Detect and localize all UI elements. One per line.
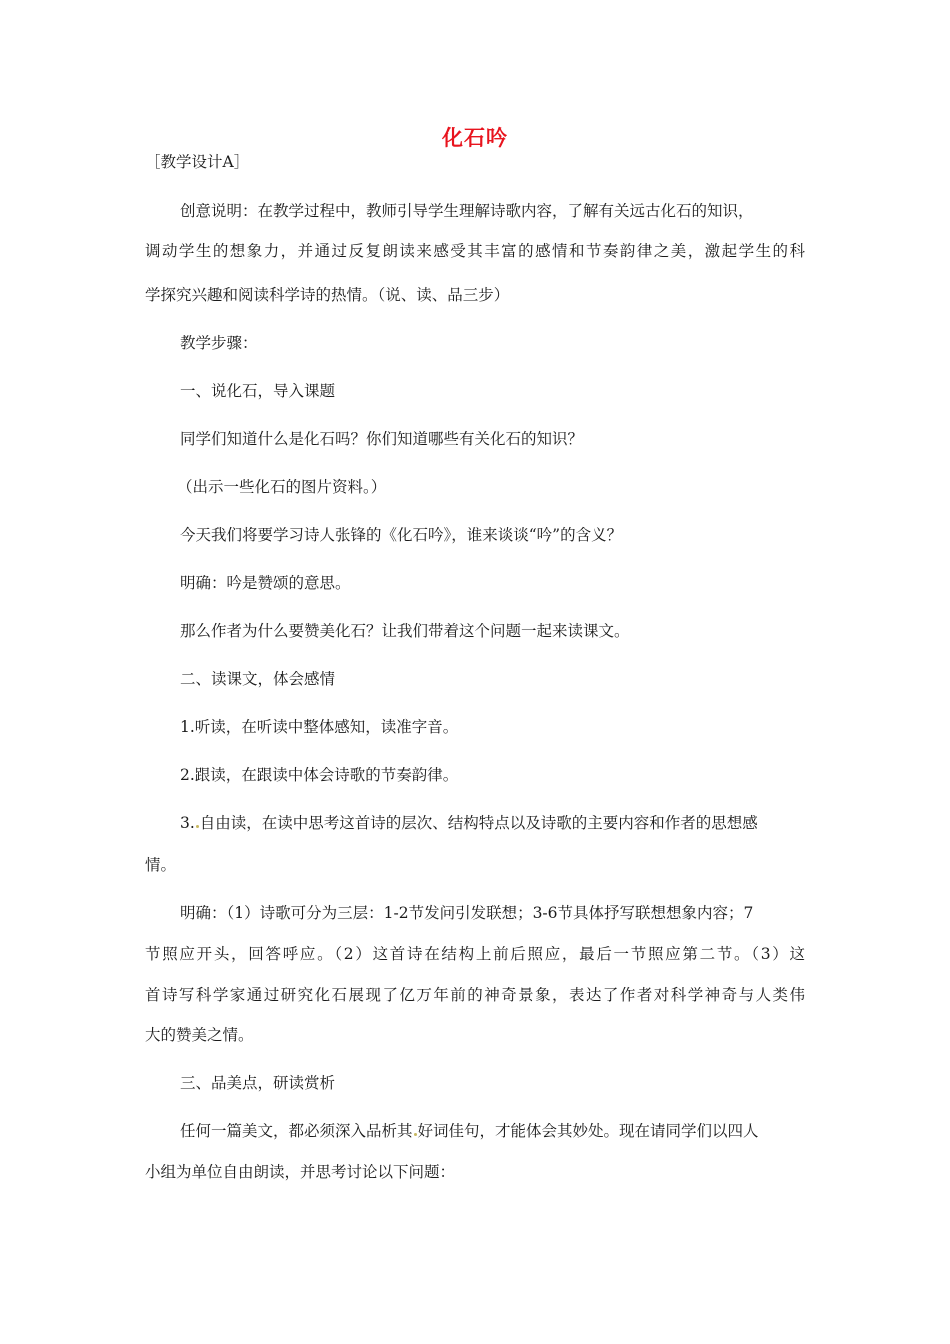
paragraph-line: 同学们知道什么是化石吗？你们知道哪些有关化石的知识？: [180, 430, 584, 448]
list-item: 2.跟读，在跟读中体会诗歌的节奏韵律。: [180, 766, 459, 784]
paragraph-line: 情。: [145, 856, 177, 874]
paragraph-segment: 好词佳句，才能体会其妙处。现在请同学们以四人: [417, 1122, 759, 1140]
section-label: 教学步骤：: [180, 334, 258, 352]
section-heading: 三、品美点，研读赏析: [180, 1074, 336, 1092]
list-item: 1.听读，在听读中整体感知，读准字音。: [180, 718, 459, 736]
design-label: ［教学设计A］: [145, 153, 250, 171]
paragraph-line: 大的赞美之情。: [145, 1026, 254, 1044]
section-heading: 二、读课文，体会感情: [180, 670, 336, 688]
scan-mark: [196, 825, 199, 828]
paragraph-line: 节照应开头，回答呼应。（2）这首诗在结构上前后照应，最后一节照应第二节。（3）这: [145, 945, 805, 963]
paragraph-line: 学探究兴趣和阅读科学诗的热情。（说、读、品三步）: [145, 286, 510, 304]
paragraph-line: 那么作者为什么要赞美化石？让我们带着这个问题一起来读课文。: [180, 622, 630, 640]
paragraph-line: 明确：（1）诗歌可分为三层：1-2节发问引发联想；3-6节具体抒写联想想象内容；7: [180, 904, 754, 922]
list-item-text: 自由读，在读中思考这首诗的层次、结构特点以及诗歌的主要内容和作者的思想感: [199, 814, 758, 832]
paragraph-line: 今天我们将要学习诗人张锋的《化石吟》，谁来谈谈“吟”的含义？: [180, 526, 623, 544]
paragraph-line: 创意说明：在教学过程中，教师引导学生理解诗歌内容，了解有关远古化石的知识，: [180, 202, 754, 220]
paragraph-line: 明确：吟是赞颂的意思。: [180, 574, 351, 592]
paragraph-line: 小组为单位自由朗读，并思考讨论以下问题：: [145, 1163, 456, 1181]
paragraph-line: （出示一些化石的图片资料。）: [177, 478, 387, 496]
paragraph-line: 调动学生的想象力，并通过反复朗读来感受其丰富的感情和节奏韵律之美，激起学生的科: [145, 242, 805, 260]
paragraph-segment: 任何一篇美文，都必须深入品析其: [180, 1122, 413, 1140]
list-item: [180, 813, 758, 833]
scan-mark: [414, 1133, 417, 1136]
document-title: 化石吟: [442, 126, 508, 150]
paragraph-line: [180, 1121, 759, 1141]
list-item-number: 3.: [180, 814, 195, 832]
paragraph-line: 首诗写科学家通过研究化石展现了亿万年前的神奇景象，表达了作者对科学神奇与人类伟: [145, 986, 805, 1004]
section-heading: 一、说化石，导入课题: [180, 382, 336, 400]
